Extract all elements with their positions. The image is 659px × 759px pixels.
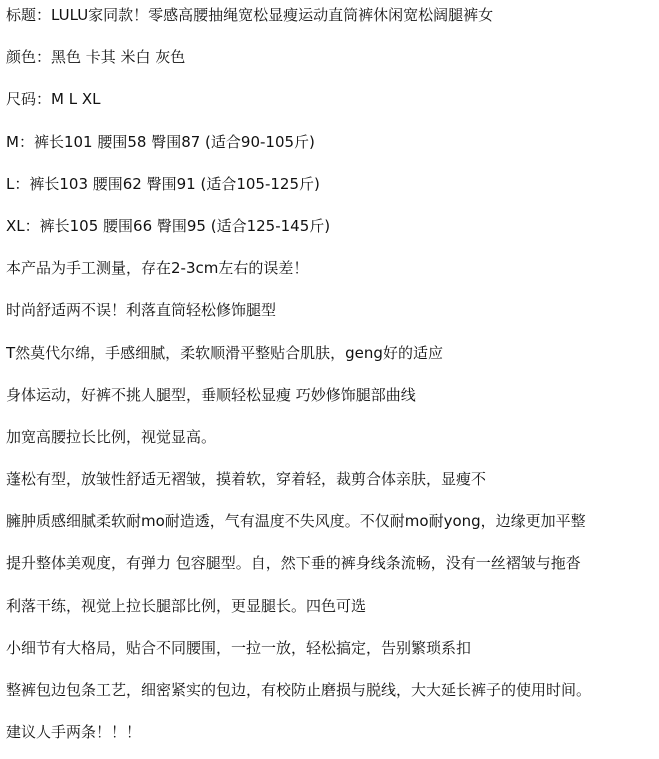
size-m-line: M：裤长101 腰围58 臀围87 (适合90-105斤)	[6, 132, 315, 151]
sizes-line: 尺码：M L XL	[6, 90, 101, 109]
size-xl-line: XL：裤长105 腰围66 臀围95 (适合125-145斤)	[6, 216, 331, 235]
description-line: 时尚舒适两不误！利落直筒轻松修饰腿型	[6, 301, 277, 320]
description-line: T然莫代尔绵，手感细腻，柔软顺滑平整贴合肌肤，geng好的适应	[6, 343, 443, 362]
colors-line: 颜色：黑色 卡其 米白 灰色	[6, 48, 186, 67]
description-line: 利落干练，视觉上拉长腿部比例，更显腿长。四色可选	[6, 596, 367, 615]
title-line: 标题：LULU家同款！零感高腰抽绳宽松显瘦运动直筒裤休闲宽松阔腿裤女	[6, 6, 494, 24]
description-line: 整裤包边包条工艺，细密紧实的包边，有校防止磨损与脱线，大大延长裤子的使用时间。	[6, 681, 592, 699]
description-line: 身体运动，好裤不挑人腿型，垂顺轻松显瘦 巧妙修饰腿部曲线	[6, 385, 416, 404]
size-l-line: L：裤长103 腰围62 臀围91 (适合105-125斤)	[6, 174, 320, 193]
measurement-note: 本产品为手工测量，存在2-3cm左右的误差！	[6, 259, 309, 278]
description-line: 臃肿质感细腻柔软耐mo耐造透，气有温度不失风度。不仅耐mo耐yong，边缘更加平整	[6, 512, 586, 531]
description-line: 小细节有大格局，贴合不同腰围，一拉一放，轻松搞定，告别繁琐系扣	[6, 638, 472, 657]
description-line: 蓬松有型，放皱性舒适无褶皱，摸着软，穿着轻，裁剪合体亲肤，显瘦不	[6, 470, 487, 489]
recommendation-line: 建议人手两条！！！	[6, 723, 142, 742]
product-description	[6, 0, 656, 759]
description-line: 提升整体美观度，有弹力 包容腿型。自，然下垂的裤身线条流畅，没有一丝褶皱与拖沓	[6, 554, 581, 573]
description-line: 加宽高腰拉长比例，视觉显高。	[6, 427, 217, 446]
